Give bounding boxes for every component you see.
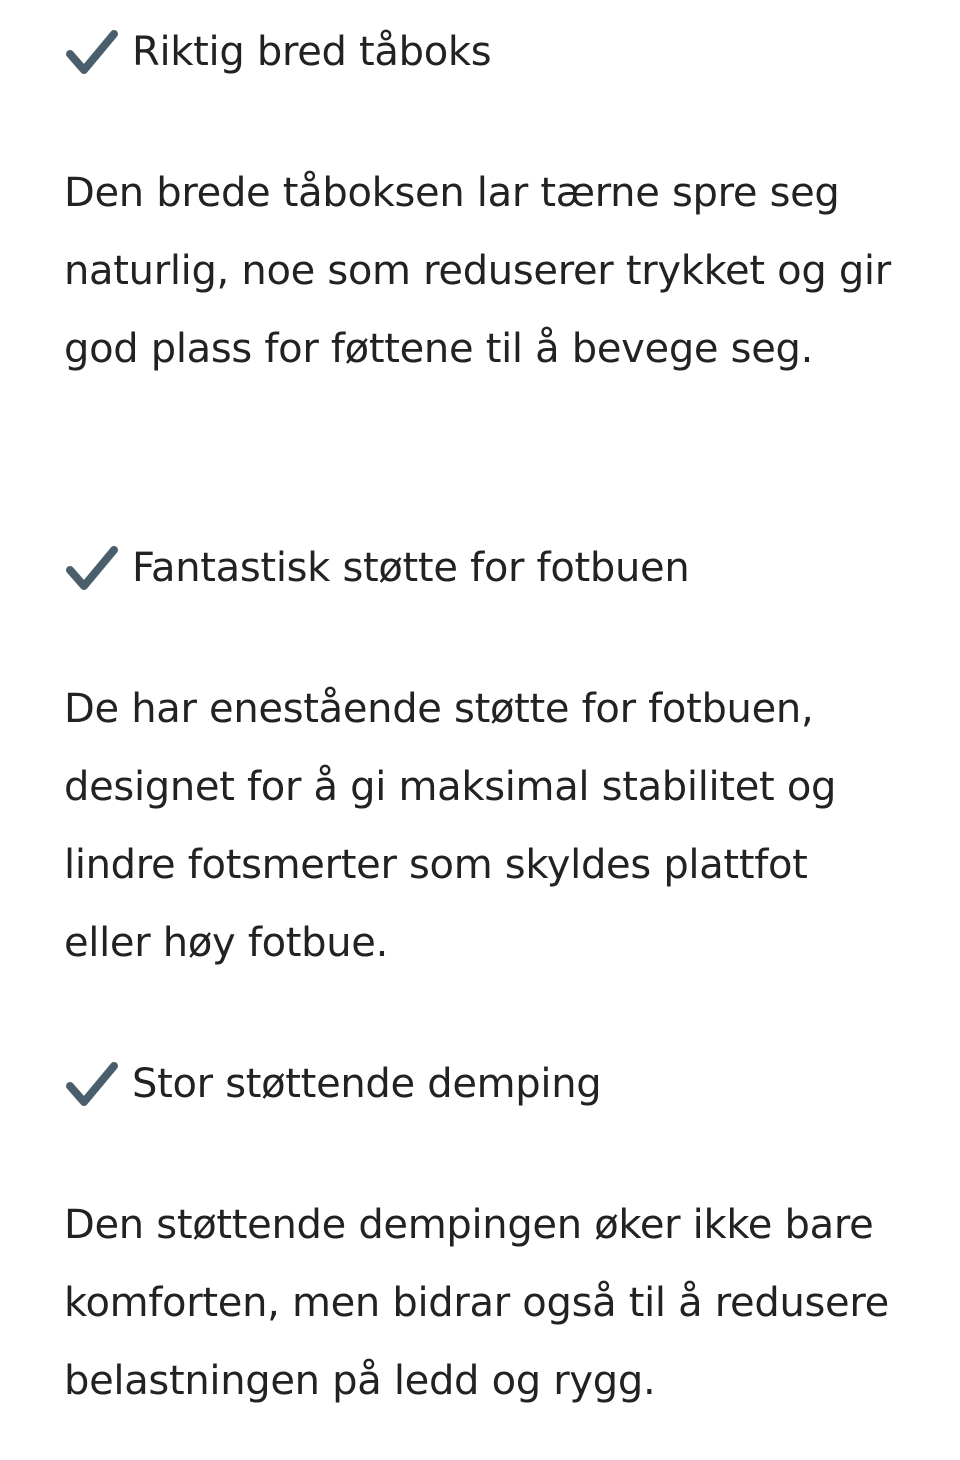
feature-cushioning: [64, 1032, 904, 1420]
feature-wide-toebox: [64, 0, 904, 388]
check-mark-icon: [64, 540, 120, 596]
feature-arch-support: [64, 516, 904, 982]
feature-heading: [64, 1032, 904, 1136]
feature-description: De har enestående støtte for fotbuen, designet for å gi maksimal stabilitet og lindre fotsmerter som skyldes plattfot eller høy fotbue.: [64, 686, 837, 966]
feature-description: Den brede tåboksen lar tærne spre seg naturlig, noe som reduserer trykket og gir god plass for føttene til å bevege seg.: [64, 170, 891, 372]
check-mark-icon: [64, 1056, 120, 1112]
feature-title: Riktig bred tåboks: [132, 29, 492, 75]
check-mark-icon: [64, 24, 120, 80]
feature-description: Den støttende dempingen øker ikke bare komforten, men bidrar også til å redusere belastningen på ledd og rygg.: [64, 1202, 889, 1404]
feature-title: Fantastisk støtte for fotbuen: [132, 545, 690, 591]
feature-heading: [64, 0, 904, 104]
feature-heading: [64, 516, 904, 620]
feature-title: Stor støttende demping: [132, 1061, 602, 1107]
